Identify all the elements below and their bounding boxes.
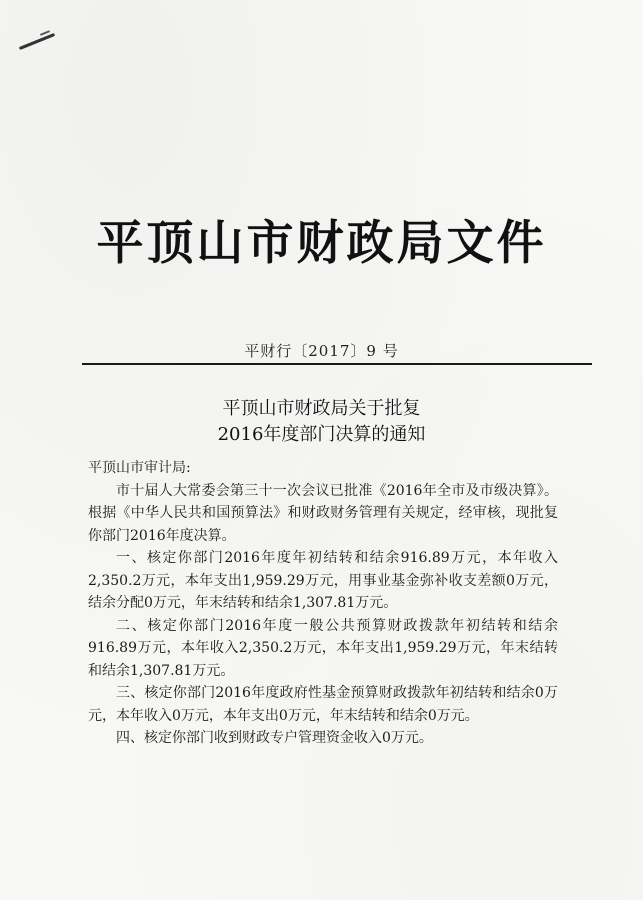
addressee: 平顶山市审计局: <box>88 460 191 476</box>
document-body <box>88 457 558 750</box>
notice-title-line-2: 2016年度部门决算的通知 <box>217 424 426 445</box>
document-header-title: 平顶山市财政局文件 <box>96 216 547 271</box>
body-paragraph-item-1: 一、核定你部门2016年度年初结转和结余916.89万元，本年收入2,350.2万元，本年支出1,959.29万元，用事业基金弥补收支差额0万元，结余分配0万元，年末结转和结余1,307.81万元。 <box>88 550 558 611</box>
scan-smudge-mark <box>19 33 55 50</box>
body-paragraph-intro: 市十届人大常委会第三十一次会议已批准《2016年全市及市级决算》。根据《中华人民共和国预算法》和财政财务管理有关规定，经审核，现批复你部门2016年度决算。 <box>88 482 558 544</box>
document-number: 平财行〔2017〕9 号 <box>244 342 399 360</box>
body-paragraph-item-4: 四、核定你部门收到财政专户管理资金收入0万元。 <box>116 730 433 746</box>
notice-title <box>0 396 643 448</box>
notice-title-line-1: 平顶山市财政局关于批复 <box>222 398 421 419</box>
body-paragraph-item-3: 三、核定你部门2016年度政府性基金预算财政拨款年初结转和结余0万元，本年收入0万元，本年支出0万元，年末结转和结余0万元。 <box>88 685 558 724</box>
body-paragraph-item-2: 二、核定你部门2016年度一般公共预算财政拨款年初结转和结余916.89万元，本年收入2,350.2万元，本年支出1,959.29万元，年末结转和结余1,307.81万元。 <box>88 617 558 679</box>
header-divider-line <box>82 363 592 365</box>
